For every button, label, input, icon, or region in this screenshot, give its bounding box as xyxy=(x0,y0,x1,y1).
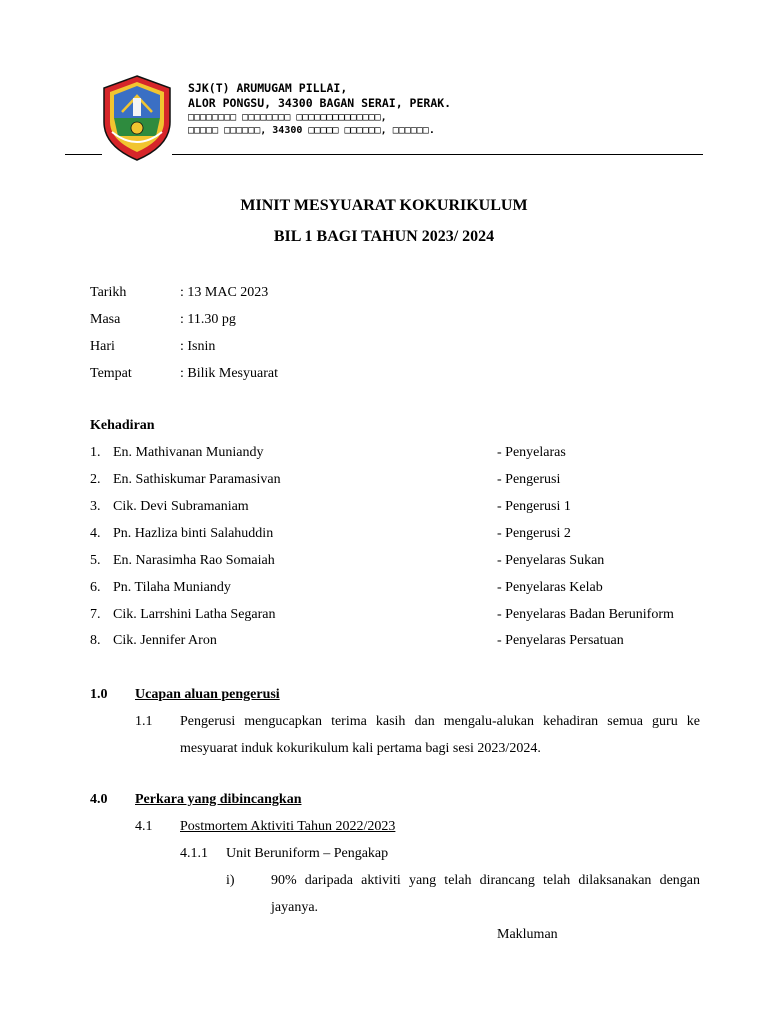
action-label: Makluman xyxy=(497,927,558,942)
member-number: 7. xyxy=(90,607,101,622)
member-name: Pn. Hazliza binti Salahuddin xyxy=(113,526,274,541)
member-number: 8. xyxy=(90,633,101,648)
header-divider-right xyxy=(172,154,703,155)
section-4-number: 4.0 xyxy=(90,792,108,807)
member-name: Cik. Larrshini Latha Segaran xyxy=(113,607,276,622)
item-1-1-text: Pengerusi mengucapkan terima kasih dan mengalu-alukan kehadiran semua guru ke mesyuarat induk kokurikulum kali pertama bagi sesi 2023/2024. xyxy=(180,714,700,756)
member-role: - Pengerusi 1 xyxy=(497,499,571,514)
school-logo xyxy=(100,72,174,162)
member-role: - Pengerusi 2 xyxy=(497,526,571,541)
detail-label-hari: Hari xyxy=(90,339,115,354)
member-number: 3. xyxy=(90,499,101,514)
member-name: Cik. Devi Subramaniam xyxy=(113,499,249,514)
item-4-1-1-number: 4.1.1 xyxy=(180,846,208,861)
member-number: 2. xyxy=(90,472,101,487)
school-name-tamil: □□□□□□□□ □□□□□□□□ □□□□□□□□□□□□□□, xyxy=(188,112,387,123)
school-address: ALOR PONGSU, 34300 BAGAN SERAI, PERAK. xyxy=(188,96,452,110)
member-role: - Pengerusi xyxy=(497,472,561,487)
member-role: - Penyelaras Badan Beruniform xyxy=(497,607,674,622)
school-address-tamil: □□□□□ □□□□□□, 34300 □□□□□ □□□□□□, □□□□□□. xyxy=(188,125,435,136)
document-title: MINIT MESYUARAT KOKURIKULUM xyxy=(240,197,528,214)
member-name: En. Mathivanan Muniandy xyxy=(113,445,264,460)
member-role: - Penyelaras Sukan xyxy=(497,553,605,568)
detail-value-masa: : 11.30 pg xyxy=(180,312,236,327)
point-number: i) xyxy=(226,873,235,888)
attendance-heading: Kehadiran xyxy=(90,418,155,433)
item-4-1-1-heading: Unit Beruniform – Pengakap xyxy=(226,846,389,861)
member-name: Pn. Tilaha Muniandy xyxy=(113,580,231,595)
section-1-number: 1.0 xyxy=(90,687,108,702)
detail-value-tarikh: : 13 MAC 2023 xyxy=(180,285,269,300)
point-text: 90% daripada aktiviti yang telah dirancang telah dilaksanakan dengan jayanya. xyxy=(271,873,700,915)
header-divider-left xyxy=(65,154,102,155)
school-name: SJK(T) ARUMUGAM PILLAI, xyxy=(188,81,348,95)
member-role: - Penyelaras Kelab xyxy=(497,580,603,595)
detail-value-hari: : Isnin xyxy=(180,339,216,354)
member-role: - Penyelaras Persatuan xyxy=(497,633,624,648)
member-role: - Penyelaras xyxy=(497,445,566,460)
document-subtitle: BIL 1 BAGI TAHUN 2023/ 2024 xyxy=(273,228,495,245)
member-number: 4. xyxy=(90,526,101,541)
item-1-1-number: 1.1 xyxy=(135,714,153,729)
member-name: En. Sathiskumar Paramasivan xyxy=(113,472,281,487)
member-number: 6. xyxy=(90,580,101,595)
detail-label-masa: Masa xyxy=(90,312,121,327)
detail-value-tempat: : Bilik Mesyuarat xyxy=(180,366,278,381)
section-1-heading: Ucapan aluan pengerusi xyxy=(135,687,280,702)
member-number: 1. xyxy=(90,445,101,460)
member-number: 5. xyxy=(90,553,101,568)
detail-label-tarikh: Tarikh xyxy=(90,285,127,300)
member-name: Cik. Jennifer Aron xyxy=(113,633,217,648)
section-4-heading: Perkara yang dibincangkan xyxy=(135,792,302,807)
item-4-1-heading: Postmortem Aktiviti Tahun 2022/2023 xyxy=(180,819,396,834)
member-name: En. Narasimha Rao Somaiah xyxy=(113,553,275,568)
detail-label-tempat: Tempat xyxy=(90,366,132,381)
item-4-1-number: 4.1 xyxy=(135,819,153,834)
